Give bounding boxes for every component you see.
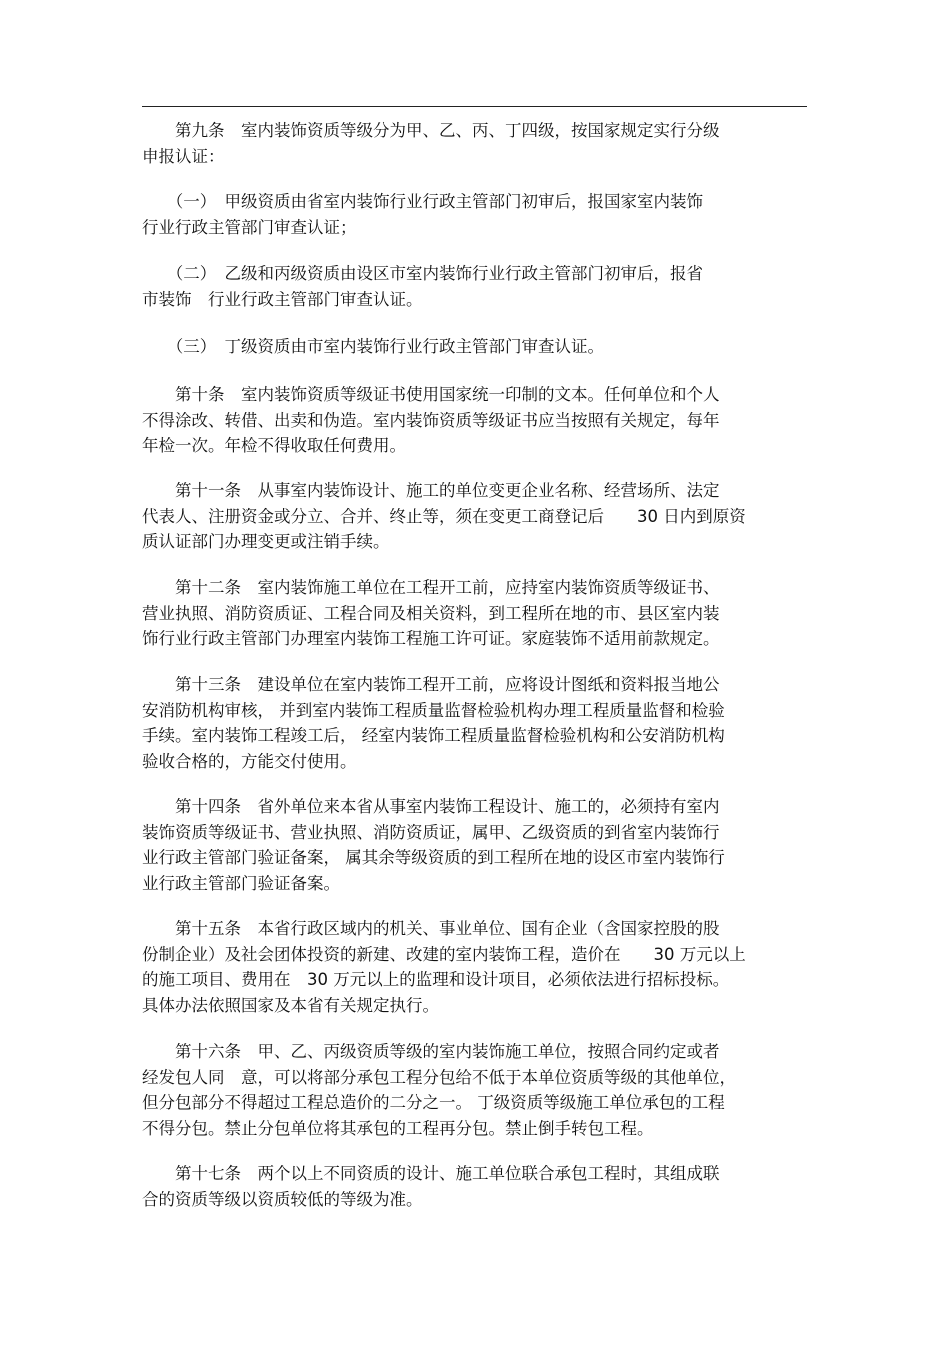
article-12	[142, 575, 807, 652]
article-10	[142, 382, 807, 459]
text-line: 装饰资质等级证书、营业执照、消防资质证，属甲、乙级资质的到省室内装饰行	[142, 822, 720, 842]
text-line: 第十二条 室内装饰施工单位在工程开工前，应持室内装饰资质等级证书、	[142, 578, 720, 597]
text-line: 第十三条 建设单位在室内装饰工程开工前，应将设计图纸和资料报当地公	[142, 675, 720, 694]
article-9-item-2	[142, 261, 807, 312]
text-line: 代表人、注册资金或分立、合并、终止等，须在变更工商登记后 30 日内到原资	[142, 506, 746, 526]
text-line: 合的资质等级以资质较低的等级为准。	[142, 1189, 423, 1209]
text-line: 质认证部门办理变更或注销手续。	[142, 532, 390, 551]
text-line: 业行政主管部门验证备案， 属其余等级资质的到工程所在地的设区市室内装饰行	[142, 848, 725, 867]
text-line: 的施工项目、费用在 30 万元以上的监理和设计项目，必须依法进行招标投标。	[142, 970, 730, 989]
text-line: 第十七条 两个以上不同资质的设计、施工单位联合承包工程时，其组成联	[142, 1164, 720, 1183]
article-16	[142, 1039, 807, 1141]
text-line: 市装饰 行业行政主管部门审查认证。	[142, 289, 423, 309]
text-line: 经发包人同 意，可以将部分承包工程分包给不低于本单位资质等级的其他单位，	[142, 1067, 736, 1087]
article-9-item-3	[142, 334, 807, 360]
text-line: 安消防机构审核， 并到室内装饰工程质量监督检验机构办理工程质量监督和检验	[142, 700, 725, 720]
article-9	[142, 118, 807, 169]
text-line: 但分包部分不得超过工程总造价的二分之一。 丁级资质等级施工单位承包的工程	[142, 1093, 725, 1112]
text-line: 第九条 室内装饰资质等级分为甲、乙、丙、丁四级，按国家规定实行分级	[142, 121, 720, 140]
article-17	[142, 1161, 807, 1212]
text-line: 饰行业行政主管部门办理室内装饰工程施工许可证。家庭装饰不适用前款规定。	[142, 629, 720, 648]
text-line: 第十四条 省外单位来本省从事室内装饰工程设计、施工的，必须持有室内	[142, 797, 720, 816]
article-13	[142, 672, 807, 774]
text-line: 业行政主管部门验证备案。	[142, 873, 340, 893]
article-11	[142, 478, 807, 555]
text-line: 第十条 室内装饰资质等级证书使用国家统一印制的文本。任何单位和个人	[142, 385, 720, 404]
text-line: （二） 乙级和丙级资质由设区市室内装饰行业行政主管部门初审后，报省	[142, 264, 703, 283]
article-15	[142, 916, 807, 1018]
text-line: （三） 丁级资质由市室内装饰行业行政主管部门审查认证。	[142, 337, 604, 356]
text-line: 年检一次。年检不得收取任何费用。	[142, 436, 406, 455]
text-line: 具体办法依照国家及本省有关规定执行。	[142, 995, 439, 1015]
header-rule	[142, 106, 807, 107]
text-line: 不得分包。禁止分包单位将其承包的工程再分包。禁止倒手转包工程。	[142, 1118, 654, 1138]
article-9-item-1	[142, 189, 807, 240]
text-line: 手续。室内装饰工程竣工后， 经室内装饰工程质量监督检验机构和公安消防机构	[142, 726, 725, 745]
text-line: （一） 甲级资质由省室内装饰行业行政主管部门初审后，报国家室内装饰	[142, 192, 703, 211]
text-line: 第十六条 甲、乙、丙级资质等级的室内装饰施工单位，按照合同约定或者	[142, 1042, 720, 1061]
text-line: 不得涂改、转借、出卖和伪造。室内装饰资质等级证书应当按照有关规定，每年	[142, 410, 720, 430]
text-line: 行业行政主管部门审查认证；	[142, 217, 357, 237]
text-line: 第十一条 从事室内装饰设计、施工的单位变更企业名称、经营场所、法定	[142, 481, 720, 500]
text-line: 验收合格的，方能交付使用。	[142, 751, 357, 771]
article-14	[142, 794, 807, 896]
text-line: 份制企业）及社会团体投资的新建、改建的室内装饰工程，造价在 30 万元以上	[142, 944, 746, 964]
text-line: 营业执照、消防资质证、工程合同及相关资料，到工程所在地的市、县区室内装	[142, 603, 720, 623]
text-line: 申报认证：	[142, 146, 225, 166]
text-line: 第十五条 本省行政区域内的机关、事业单位、国有企业（含国家控股的股	[142, 919, 720, 938]
